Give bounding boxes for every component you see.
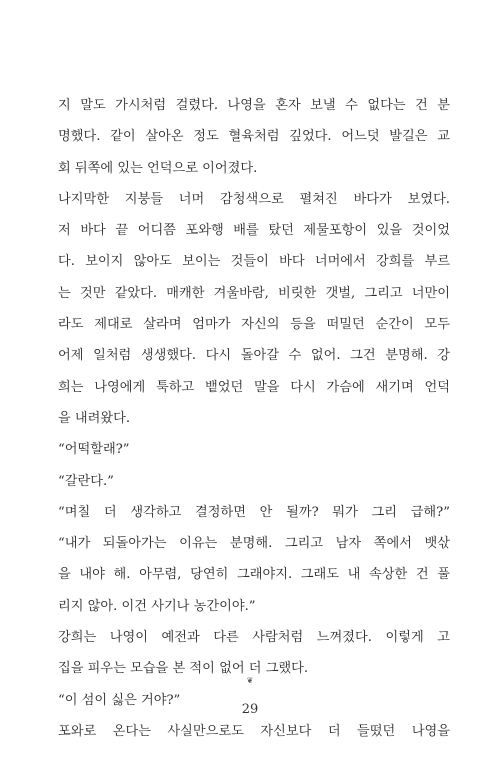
body-text [58,90,450,747]
text-line: “이 섬이 싫은 거야?” [58,692,181,708]
ornament-icon: ❦ [246,676,254,685]
text-line: “내가 되돌아가는 이유는 분명해. 그리고 남자 쪽에서 뱃삯 [58,536,450,552]
text-line: 어제 일처럼 생생했다. 다시 돌아갈 수 없어. 그건 분명해. 강 [58,348,450,364]
text-line: 다. 보이지 않아도 보이는 것들이 바다 너머에서 강희를 부르 [58,254,450,270]
text-line: “어떡할래?” [58,442,130,458]
text-line: “며칠 더 생각하고 결정하면 안 될까? 뭐가 그리 급해?” [58,504,450,520]
text-line: 회 뒤쪽에 있는 언덕으로 이어졌다. [58,160,258,176]
text-line: 는 것만 같았다. 매캐한 겨울바람, 비릿한 갯벌, 그리고 너만이 [58,285,450,301]
text-line: 지 말도 가시처럼 걸렸다. 나영을 혼자 보낼 수 없다는 건 분 [58,98,450,113]
text-line: 희는 나영에게 툭하고 뱉었던 말을 다시 가슴에 새기며 언덕 [58,379,450,395]
text-line: 명했다. 같이 살아온 정도 혈육처럼 깊었다. 어느덧 발길은 교 [58,129,450,145]
text-line: 라도 제대로 살라며 엄마가 자신의 등을 떠밀던 순간이 모두 [58,317,450,333]
text-line: “갈란다.” [58,473,114,489]
text-line: 나지막한 지붕들 너머 감청색으로 펼쳐진 바다가 보였다. [58,191,450,207]
text-line: 강희는 나영이 예전과 다른 사람처럼 느껴졌다. 이렇게 고 [58,630,450,646]
text-line: 을 내야 해. 아무렴, 당연히 그래야지. 그래도 내 속상한 건 풀 [58,567,450,583]
text-line: 저 바다 끝 어디쯤 포와행 배를 탔던 제물포항이 있을 것이었 [58,223,450,239]
text-line: 집을 피우는 모습을 본 적이 없어 더 그랬다. [58,661,309,677]
text-line: 을 내려왔다. [58,410,131,426]
text-line: 포와로 온다는 사실만으로도 자신보다 더 들떴던 나영을 [58,723,450,739]
page-number: 29 [241,702,259,717]
text-line: 리지 않아. 이건 사기나 농간이야.” [58,598,256,614]
